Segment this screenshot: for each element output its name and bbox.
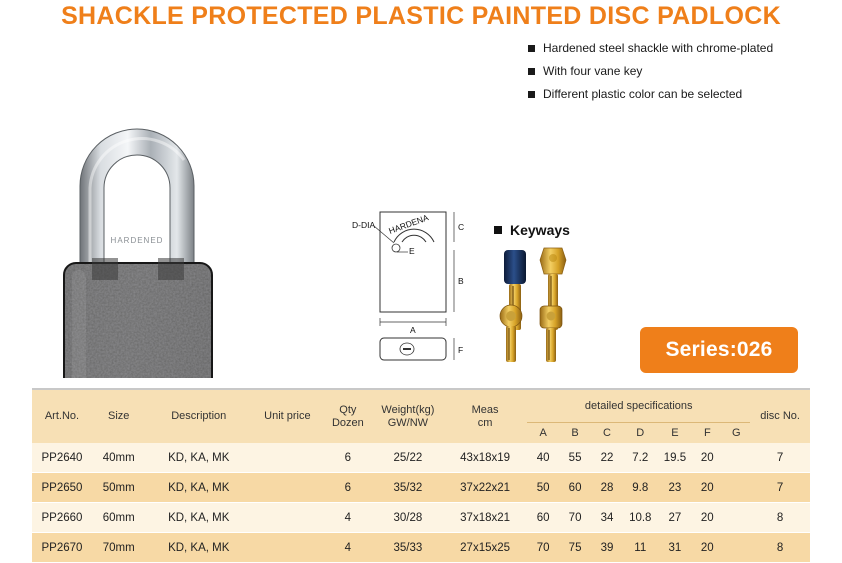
padlock-product-photo: [32, 108, 252, 378]
header-spec-b: B: [559, 423, 591, 444]
table-row: [32, 473, 810, 503]
header-meas: [443, 390, 527, 443]
cell-art-no: PP2660: [32, 503, 92, 533]
square-bullet-icon: [494, 226, 502, 234]
cell-spec-c: 28: [591, 473, 623, 503]
header-spec-d: D: [623, 423, 658, 444]
cell-spec-a: 60: [527, 503, 559, 533]
cell-spec-g: [722, 533, 750, 563]
svg-text:HARDENED: HARDENED: [110, 236, 164, 245]
cell-qty-dozen: 4: [323, 503, 373, 533]
keyways-label: Keyways: [510, 222, 570, 238]
cell-spec-c: 22: [591, 443, 623, 473]
header-detailed-specifications: detailed specifications: [527, 390, 750, 423]
svg-text:D-DIA: D-DIA: [352, 220, 376, 230]
cell-spec-a: 70: [527, 533, 559, 563]
cell-art-no: PP2640: [32, 443, 92, 473]
cell-size: 40mm: [92, 443, 146, 473]
header-disc-no: disc No.: [750, 390, 810, 443]
cell-spec-d: 9.8: [623, 473, 658, 503]
status-badge: [640, 327, 798, 373]
header-meas-line1: Meas: [471, 403, 499, 416]
header-qty-line2: Dozen: [331, 416, 364, 429]
cell-meas: 27x15x25: [443, 533, 527, 563]
cell-spec-c: 39: [591, 533, 623, 563]
cell-description: KD, KA, MK: [146, 533, 252, 563]
list-item: [528, 87, 828, 101]
cell-spec-a: 40: [527, 443, 559, 473]
cell-spec-e: 31: [658, 533, 693, 563]
svg-text:HARDENA: HARDENA: [387, 212, 430, 236]
cell-weight: 25/22: [373, 443, 443, 473]
cell-spec-f: 20: [692, 533, 722, 563]
cell-spec-e: 19.5: [658, 443, 693, 473]
dimension-diagram: [350, 190, 490, 370]
cell-meas: 37x22x21: [443, 473, 527, 503]
table-row: [32, 533, 810, 563]
header-meas-line2: cm: [477, 416, 493, 429]
cell-spec-b: 75: [559, 533, 591, 563]
header-spec-g: G: [722, 423, 750, 444]
cell-description: KD, KA, MK: [146, 503, 252, 533]
svg-text:A: A: [410, 325, 416, 335]
cell-spec-f: 20: [692, 503, 722, 533]
header-spec-a: A: [527, 423, 559, 444]
cell-spec-d: 11: [623, 533, 658, 563]
header-spec-f: F: [692, 423, 722, 444]
cell-spec-b: 60: [559, 473, 591, 503]
table-row: [32, 443, 810, 473]
table-header-row: [32, 390, 810, 423]
header-qty-dozen: [323, 390, 373, 443]
header-unit-price: Unit price: [252, 390, 323, 443]
cell-unit-price: [252, 503, 323, 533]
cell-weight: 35/32: [373, 473, 443, 503]
header-qty-line1: Qty: [339, 403, 357, 416]
cell-meas: 43x18x19: [443, 443, 527, 473]
cell-spec-e: 23: [658, 473, 693, 503]
cell-qty-dozen: 6: [323, 443, 373, 473]
header-art-no: Art.No.: [32, 390, 92, 443]
cell-spec-g: [722, 503, 750, 533]
cell-description: KD, KA, MK: [146, 473, 252, 503]
svg-text:C: C: [458, 222, 465, 232]
cell-description: KD, KA, MK: [146, 443, 252, 473]
svg-text:F: F: [458, 345, 464, 355]
cell-art-no: PP2650: [32, 473, 92, 503]
cell-spec-e: 27: [658, 503, 693, 533]
list-item: [528, 64, 828, 78]
feature-list: [528, 41, 828, 110]
cell-spec-d: 10.8: [623, 503, 658, 533]
cell-size: 60mm: [92, 503, 146, 533]
square-bullet-icon: [528, 68, 535, 75]
square-bullet-icon: [528, 45, 535, 52]
cell-disc-no: 7: [750, 443, 810, 473]
cell-spec-b: 55: [559, 443, 591, 473]
cell-qty-dozen: 6: [323, 473, 373, 503]
feature-text: Different plastic color can be selected: [543, 87, 743, 101]
cell-spec-c: 34: [591, 503, 623, 533]
header-weight: [373, 390, 443, 443]
cell-weight: 30/28: [373, 503, 443, 533]
cell-spec-g: [722, 443, 750, 473]
cell-unit-price: [252, 473, 323, 503]
page-title: SHACKLE PROTECTED PLASTIC PAINTED DISC PADLOCK: [61, 2, 781, 30]
cell-spec-g: [722, 473, 750, 503]
cell-qty-dozen: 4: [323, 533, 373, 563]
list-item: [528, 41, 828, 55]
header-weight-line1: Weight(kg): [381, 403, 435, 416]
cell-spec-a: 50: [527, 473, 559, 503]
cell-unit-price: [252, 443, 323, 473]
svg-text:E: E: [409, 246, 415, 256]
cell-unit-price: [252, 533, 323, 563]
feature-text: With four vane key: [543, 64, 643, 78]
cell-size: 70mm: [92, 533, 146, 563]
cell-spec-f: 20: [692, 473, 722, 503]
series-label: Series:026: [665, 338, 773, 361]
cell-spec-d: 7.2: [623, 443, 658, 473]
cell-spec-b: 70: [559, 503, 591, 533]
header-description: Description: [146, 390, 252, 443]
table-row: [32, 503, 810, 533]
cell-weight: 35/33: [373, 533, 443, 563]
cell-spec-f: 20: [692, 443, 722, 473]
cell-size: 50mm: [92, 473, 146, 503]
cell-art-no: PP2670: [32, 533, 92, 563]
header-spec-c: C: [591, 423, 623, 444]
header-spec-e: E: [658, 423, 693, 444]
header-size: Size: [92, 390, 146, 443]
cell-disc-no: 7: [750, 473, 810, 503]
cell-disc-no: 8: [750, 503, 810, 533]
header-weight-line2: GW/NW: [387, 416, 429, 429]
square-bullet-icon: [528, 91, 535, 98]
cell-disc-no: 8: [750, 533, 810, 563]
feature-text: Hardened steel shackle with chrome-plated: [543, 41, 774, 55]
cell-meas: 37x18x21: [443, 503, 527, 533]
svg-text:B: B: [458, 276, 464, 286]
specification-table: [32, 390, 810, 563]
